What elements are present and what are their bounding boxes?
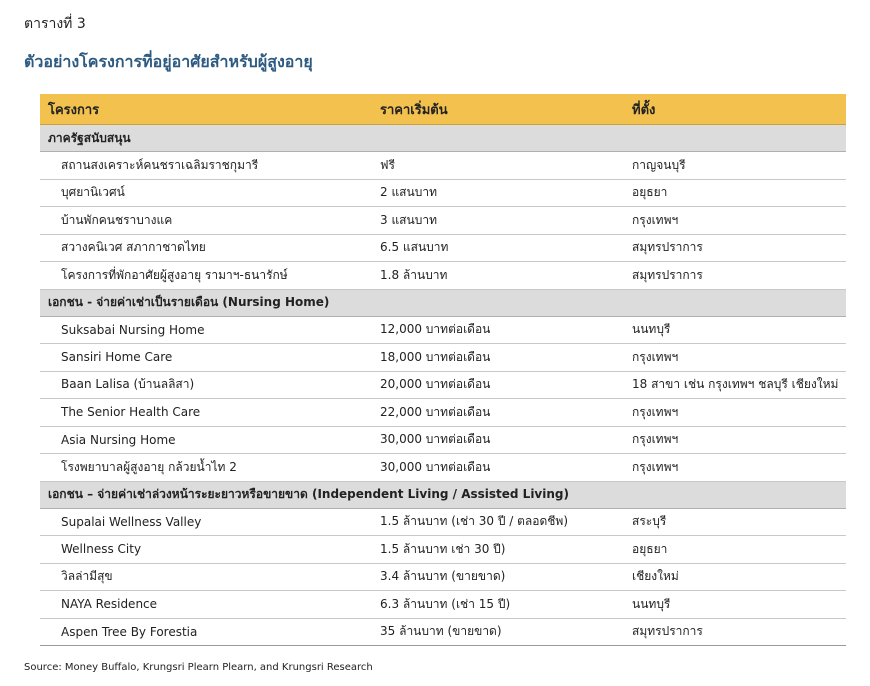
location-cell: อยุธยา <box>632 179 846 207</box>
location-cell: สมุทรปราการ <box>632 618 846 646</box>
location-cell: เชียงใหม่ <box>632 563 846 591</box>
project-name-cell: The Senior Health Care <box>40 399 380 427</box>
price-cell: 22,000 บาทต่อเดือน <box>380 399 632 427</box>
table-row <box>40 591 846 619</box>
table-row <box>40 508 846 536</box>
section-heading: ภาครัฐสนับสนุน <box>40 125 846 152</box>
project-name-cell: โรงพยาบาลผู้สูงอายุ กล้วยน้ำไท 2 <box>40 454 380 482</box>
projects-table <box>40 94 846 646</box>
header-price: ราคาเริ่มต้น <box>380 94 632 125</box>
project-name-cell: Aspen Tree By Forestia <box>40 618 380 646</box>
price-cell: 30,000 บาทต่อเดือน <box>380 426 632 454</box>
price-cell: 1.5 ล้านบาท (เช่า 30 ปี / ตลอดชีพ) <box>380 508 632 536</box>
table-row <box>40 234 846 262</box>
price-cell: 6.3 ล้านบาท (เช่า 15 ปี) <box>380 591 632 619</box>
table-row <box>40 399 846 427</box>
project-name-cell: บ้านพักคนชราบางแค <box>40 207 380 235</box>
price-cell: 12,000 บาทต่อเดือน <box>380 316 632 344</box>
table-number-label: ตารางที่ 3 <box>24 16 86 32</box>
location-cell: นนทบุรี <box>632 591 846 619</box>
location-cell: อยุธยา <box>632 536 846 564</box>
project-name-cell: สวางคนิเวศ สภากาชาดไทย <box>40 234 380 262</box>
table-row <box>40 618 846 646</box>
project-name-cell: NAYA Residence <box>40 591 380 619</box>
price-cell: 35 ล้านบาท (ขายขาด) <box>380 618 632 646</box>
location-cell: กาญจนบุรี <box>632 152 846 180</box>
project-name-cell: สถานสงเคราะห์คนชราเฉลิมราชกุมารี <box>40 152 380 180</box>
price-cell: 3.4 ล้านบาท (ขายขาด) <box>380 563 632 591</box>
price-cell: 1.5 ล้านบาท เช่า 30 ปี) <box>380 536 632 564</box>
project-name-cell: Supalai Wellness Valley <box>40 508 380 536</box>
location-cell: สระบุรี <box>632 508 846 536</box>
location-cell: กรุงเทพฯ <box>632 344 846 372</box>
price-cell: ฟรี <box>380 152 632 180</box>
price-cell: 20,000 บาทต่อเดือน <box>380 371 632 399</box>
table-title: ตัวอย่างโครงการที่อยู่อาศัยสำหรับผู้สูงอายุ <box>24 52 313 71</box>
price-cell: 6.5 แสนบาท <box>380 234 632 262</box>
section-row <box>40 481 846 508</box>
price-cell: 3 แสนบาท <box>380 207 632 235</box>
table-row <box>40 179 846 207</box>
location-cell: 18 สาขา เช่น กรุงเทพฯ ชลบุรี เชียงใหม่ <box>632 371 846 399</box>
project-name-cell: Baan Lalisa (บ้านลลิสา) <box>40 371 380 399</box>
table-row <box>40 262 846 290</box>
location-cell: กรุงเทพฯ <box>632 207 846 235</box>
table-row <box>40 563 846 591</box>
header-location: ที่ตั้ง <box>632 94 846 125</box>
table-row <box>40 316 846 344</box>
location-cell: สมุทรปราการ <box>632 262 846 290</box>
project-name-cell: บุศยานิเวศน์ <box>40 179 380 207</box>
table-row <box>40 454 846 482</box>
location-cell: กรุงเทพฯ <box>632 399 846 427</box>
location-cell: กรุงเทพฯ <box>632 426 846 454</box>
location-cell: กรุงเทพฯ <box>632 454 846 482</box>
table-row <box>40 152 846 180</box>
table-header-row <box>40 94 846 125</box>
table-body <box>40 125 846 646</box>
price-cell: 1.8 ล้านบาท <box>380 262 632 290</box>
project-name-cell: โครงการที่พักอาศัยผู้สูงอายุ รามาฯ-ธนารักษ์ <box>40 262 380 290</box>
table-row <box>40 536 846 564</box>
table-row <box>40 371 846 399</box>
source-note: Source: Money Buffalo, Krungsri Plearn Plearn, and Krungsri Research <box>24 662 373 673</box>
price-cell: 2 แสนบาท <box>380 179 632 207</box>
section-heading: เอกชน – จ่ายค่าเช่าล่วงหน้าระยะยาวหรือขายขาด (Independent Living / Assisted Living) <box>40 481 846 508</box>
location-cell: สมุทรปราการ <box>632 234 846 262</box>
project-name-cell: Sansiri Home Care <box>40 344 380 372</box>
price-cell: 18,000 บาทต่อเดือน <box>380 344 632 372</box>
project-name-cell: Asia Nursing Home <box>40 426 380 454</box>
section-row <box>40 125 846 152</box>
price-cell: 30,000 บาทต่อเดือน <box>380 454 632 482</box>
project-name-cell: วิลล่ามีสุข <box>40 563 380 591</box>
section-heading: เอกชน - จ่ายค่าเช่าเป็นรายเดือน (Nursing Home) <box>40 289 846 316</box>
table-row <box>40 207 846 235</box>
project-name-cell: Suksabai Nursing Home <box>40 316 380 344</box>
header-project: โครงการ <box>40 94 380 125</box>
table-row <box>40 344 846 372</box>
table-row <box>40 426 846 454</box>
location-cell: นนทบุรี <box>632 316 846 344</box>
project-name-cell: Wellness City <box>40 536 380 564</box>
section-row <box>40 289 846 316</box>
